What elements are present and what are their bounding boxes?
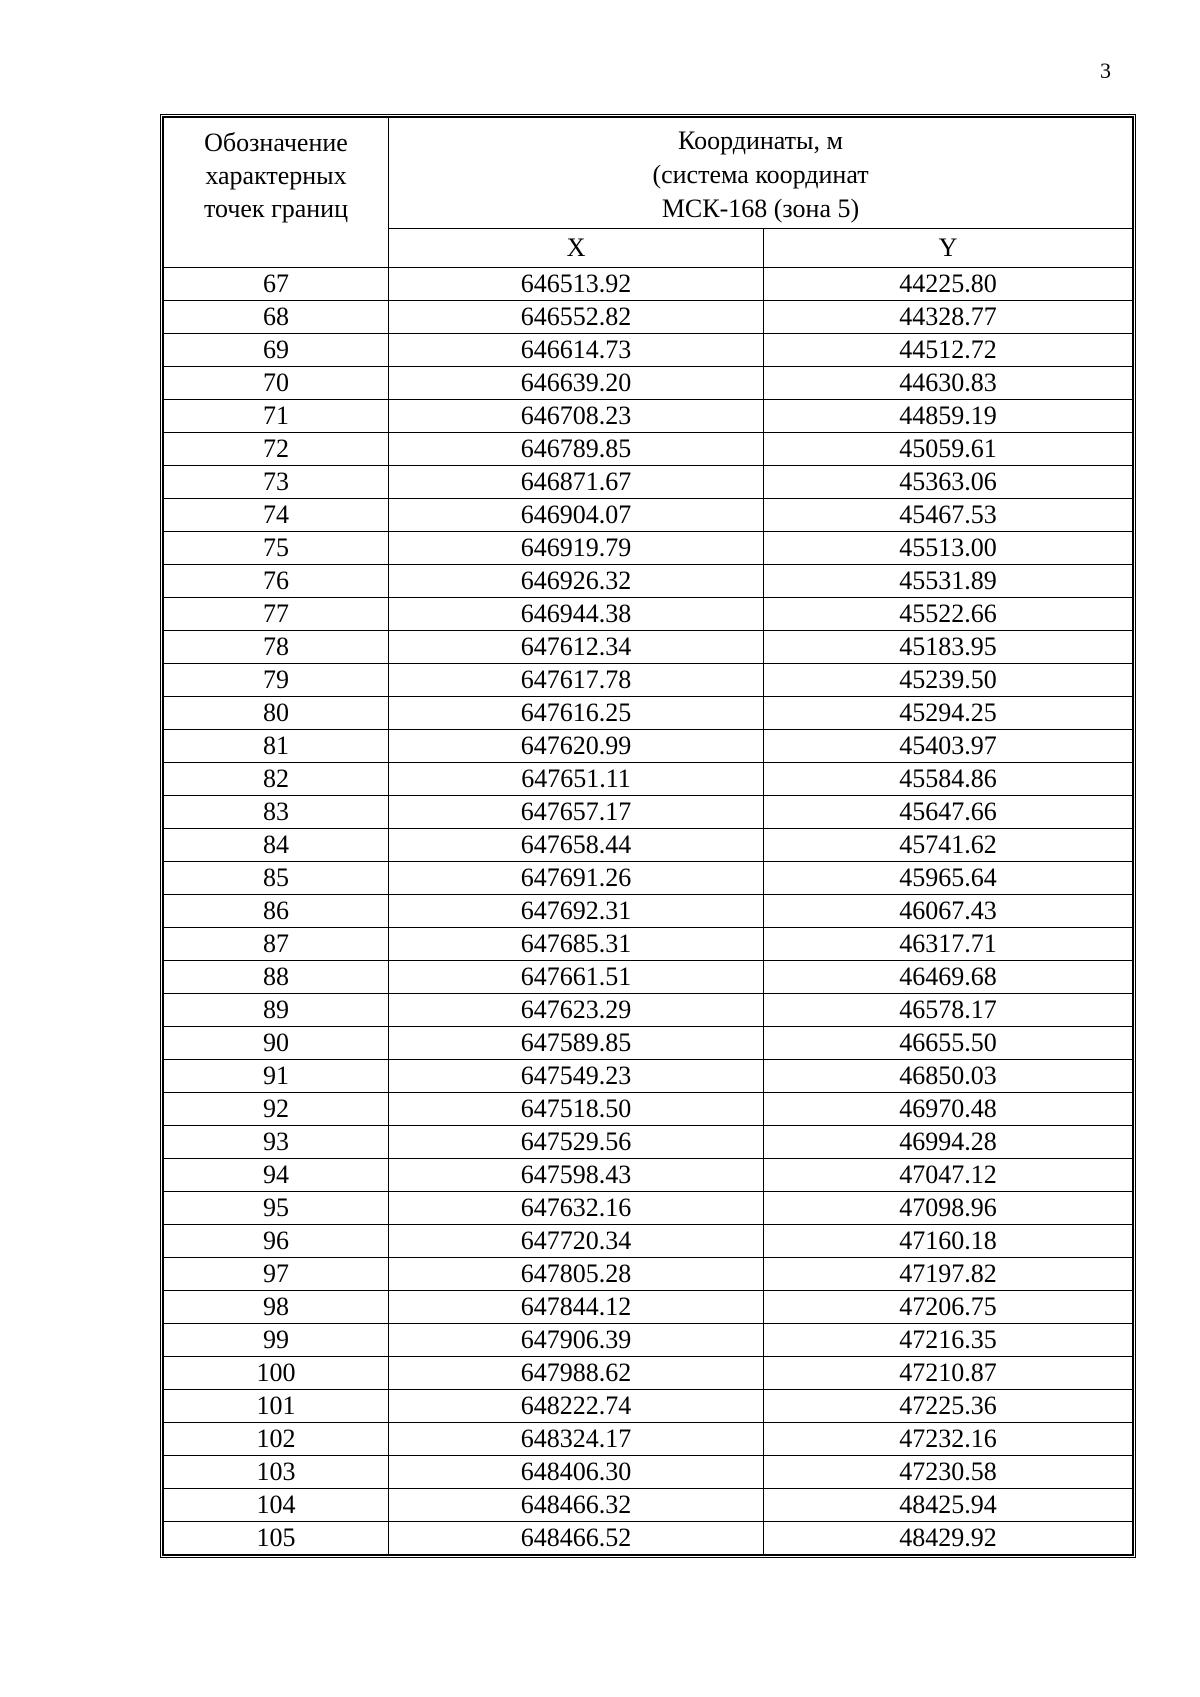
- table-row: [164, 1126, 1133, 1159]
- table-row: [164, 499, 1133, 532]
- cell-point-number: 91: [164, 1060, 389, 1093]
- cell-point-number: 104: [164, 1489, 389, 1522]
- cell-point-number: 105: [164, 1522, 389, 1555]
- table-row: [164, 268, 1133, 301]
- cell-y-coordinate: 45363.06: [764, 466, 1133, 499]
- cell-point-number: 89: [164, 994, 389, 1027]
- cell-x-coordinate: 648466.52: [389, 1522, 764, 1555]
- table-row: [164, 1258, 1133, 1291]
- cell-x-coordinate: 647620.99: [389, 730, 764, 763]
- cell-x-coordinate: 647598.43: [389, 1159, 764, 1192]
- cell-y-coordinate: 45403.97: [764, 730, 1133, 763]
- cell-point-number: 70: [164, 367, 389, 400]
- cell-point-number: 80: [164, 697, 389, 730]
- cell-y-coordinate: 47216.35: [764, 1324, 1133, 1357]
- cell-point-number: 71: [164, 400, 389, 433]
- cell-x-coordinate: 647692.31: [389, 895, 764, 928]
- cell-point-number: 88: [164, 961, 389, 994]
- cell-x-coordinate: 646614.73: [389, 334, 764, 367]
- table-row: [164, 565, 1133, 598]
- cell-x-coordinate: 647691.26: [389, 862, 764, 895]
- table-row: [164, 598, 1133, 631]
- cell-x-coordinate: 647720.34: [389, 1225, 764, 1258]
- cell-point-number: 96: [164, 1225, 389, 1258]
- table-row: [164, 862, 1133, 895]
- cell-x-coordinate: 646552.82: [389, 301, 764, 334]
- table-row: [164, 1522, 1133, 1555]
- cell-y-coordinate: 45294.25: [764, 697, 1133, 730]
- cell-y-coordinate: 45531.89: [764, 565, 1133, 598]
- table-row: [164, 1423, 1133, 1456]
- cell-y-coordinate: 44859.19: [764, 400, 1133, 433]
- table-row: [164, 829, 1133, 862]
- header-point-line: точек границ: [203, 194, 349, 223]
- cell-x-coordinate: 646871.67: [389, 466, 764, 499]
- cell-x-coordinate: 648406.30: [389, 1456, 764, 1489]
- cell-y-coordinate: 47098.96: [764, 1192, 1133, 1225]
- table-row: [164, 895, 1133, 928]
- cell-y-coordinate: 45522.66: [764, 598, 1133, 631]
- table-row: [164, 1489, 1133, 1522]
- cell-point-number: 98: [164, 1291, 389, 1324]
- cell-x-coordinate: 647685.31: [389, 928, 764, 961]
- table-row: [164, 334, 1133, 367]
- cell-y-coordinate: 44512.72: [764, 334, 1133, 367]
- cell-y-coordinate: 48429.92: [764, 1522, 1133, 1555]
- table-body: [164, 268, 1133, 1555]
- cell-y-coordinate: 46994.28: [764, 1126, 1133, 1159]
- cell-y-coordinate: 45059.61: [764, 433, 1133, 466]
- cell-x-coordinate: 647906.39: [389, 1324, 764, 1357]
- cell-point-number: 87: [164, 928, 389, 961]
- cell-x-coordinate: 647844.12: [389, 1291, 764, 1324]
- table-header-row: [164, 118, 1133, 229]
- cell-x-coordinate: 647623.29: [389, 994, 764, 1027]
- cell-y-coordinate: 44630.83: [764, 367, 1133, 400]
- cell-x-coordinate: 647988.62: [389, 1357, 764, 1390]
- cell-point-number: 97: [164, 1258, 389, 1291]
- table-row: [164, 1324, 1133, 1357]
- cell-point-number: 68: [164, 301, 389, 334]
- cell-x-coordinate: 646708.23: [389, 400, 764, 433]
- cell-x-coordinate: 647661.51: [389, 961, 764, 994]
- cell-y-coordinate: 45183.95: [764, 631, 1133, 664]
- cell-x-coordinate: 647518.50: [389, 1093, 764, 1126]
- cell-x-coordinate: 646513.92: [389, 268, 764, 301]
- cell-y-coordinate: 45965.64: [764, 862, 1133, 895]
- cell-y-coordinate: 45239.50: [764, 664, 1133, 697]
- cell-x-coordinate: 646789.85: [389, 433, 764, 466]
- cell-x-coordinate: 647657.17: [389, 796, 764, 829]
- cell-y-coordinate: 46317.71: [764, 928, 1133, 961]
- header-point-line: Обозначение: [204, 128, 348, 157]
- cell-point-number: 74: [164, 499, 389, 532]
- table-row: [164, 532, 1133, 565]
- table-row: [164, 1357, 1133, 1390]
- table-row: [164, 466, 1133, 499]
- page-number: 3: [1100, 58, 1111, 83]
- table-row: [164, 1060, 1133, 1093]
- cell-point-number: 94: [164, 1159, 389, 1192]
- cell-point-number: 73: [164, 466, 389, 499]
- cell-point-number: 92: [164, 1093, 389, 1126]
- header-coords-line: (система координат: [652, 160, 869, 189]
- cell-y-coordinate: 47197.82: [764, 1258, 1133, 1291]
- cell-x-coordinate: 648466.32: [389, 1489, 764, 1522]
- cell-y-coordinate: 47160.18: [764, 1225, 1133, 1258]
- cell-x-coordinate: 648222.74: [389, 1390, 764, 1423]
- table-row: [164, 664, 1133, 697]
- table-row: [164, 1456, 1133, 1489]
- header-coords-line: МСК-168 (зона 5): [661, 194, 860, 223]
- cell-point-number: 103: [164, 1456, 389, 1489]
- cell-point-number: 90: [164, 1027, 389, 1060]
- cell-y-coordinate: 45467.53: [764, 499, 1133, 532]
- cell-x-coordinate: 646919.79: [389, 532, 764, 565]
- cell-x-coordinate: 647805.28: [389, 1258, 764, 1291]
- cell-x-coordinate: 647589.85: [389, 1027, 764, 1060]
- cell-y-coordinate: 48425.94: [764, 1489, 1133, 1522]
- cell-y-coordinate: 47230.58: [764, 1456, 1133, 1489]
- cell-x-coordinate: 647658.44: [389, 829, 764, 862]
- cell-point-number: 95: [164, 1192, 389, 1225]
- table-row: [164, 1093, 1133, 1126]
- cell-point-number: 69: [164, 334, 389, 367]
- cell-point-number: 99: [164, 1324, 389, 1357]
- cell-x-coordinate: 647617.78: [389, 664, 764, 697]
- cell-y-coordinate: 46067.43: [764, 895, 1133, 928]
- cell-y-coordinate: 47232.16: [764, 1423, 1133, 1456]
- cell-point-number: 102: [164, 1423, 389, 1456]
- cell-y-coordinate: 45513.00: [764, 532, 1133, 565]
- cell-y-coordinate: 46850.03: [764, 1060, 1133, 1093]
- cell-x-coordinate: 647529.56: [389, 1126, 764, 1159]
- cell-x-coordinate: 647632.16: [389, 1192, 764, 1225]
- cell-point-number: 81: [164, 730, 389, 763]
- table-row: [164, 301, 1133, 334]
- table-row: [164, 1225, 1133, 1258]
- cell-x-coordinate: 646926.32: [389, 565, 764, 598]
- cell-point-number: 85: [164, 862, 389, 895]
- coordinates-table: [163, 117, 1133, 1555]
- cell-point-number: 100: [164, 1357, 389, 1390]
- table-row: [164, 928, 1133, 961]
- cell-y-coordinate: 46970.48: [764, 1093, 1133, 1126]
- cell-y-coordinate: 44328.77: [764, 301, 1133, 334]
- table-row: [164, 400, 1133, 433]
- header-x: X: [389, 229, 764, 268]
- coordinates-table-frame: [160, 114, 1136, 1558]
- table-row: [164, 1192, 1133, 1225]
- header-coordinates: [389, 118, 1133, 229]
- cell-point-number: 83: [164, 796, 389, 829]
- cell-x-coordinate: 646904.07: [389, 499, 764, 532]
- table-row: [164, 1390, 1133, 1423]
- cell-point-number: 77: [164, 598, 389, 631]
- cell-y-coordinate: 46469.68: [764, 961, 1133, 994]
- table-row: [164, 1027, 1133, 1060]
- cell-y-coordinate: 47210.87: [764, 1357, 1133, 1390]
- cell-point-number: 67: [164, 268, 389, 301]
- cell-y-coordinate: 45741.62: [764, 829, 1133, 862]
- cell-y-coordinate: 47047.12: [764, 1159, 1133, 1192]
- cell-y-coordinate: 47225.36: [764, 1390, 1133, 1423]
- cell-point-number: 75: [164, 532, 389, 565]
- table-row: [164, 763, 1133, 796]
- table-row: [164, 631, 1133, 664]
- cell-x-coordinate: 647616.25: [389, 697, 764, 730]
- cell-point-number: 84: [164, 829, 389, 862]
- cell-y-coordinate: 46655.50: [764, 1027, 1133, 1060]
- table-row: [164, 796, 1133, 829]
- header-coords-line: Координаты, м: [678, 126, 843, 155]
- cell-x-coordinate: 647549.23: [389, 1060, 764, 1093]
- table-row: [164, 994, 1133, 1027]
- cell-point-number: 93: [164, 1126, 389, 1159]
- header-point-designation: [164, 118, 389, 268]
- cell-point-number: 76: [164, 565, 389, 598]
- cell-y-coordinate: 47206.75: [764, 1291, 1133, 1324]
- cell-y-coordinate: 44225.80: [764, 268, 1133, 301]
- cell-x-coordinate: 647651.11: [389, 763, 764, 796]
- table-row: [164, 1159, 1133, 1192]
- cell-x-coordinate: 648324.17: [389, 1423, 764, 1456]
- table-row: [164, 367, 1133, 400]
- cell-y-coordinate: 45584.86: [764, 763, 1133, 796]
- cell-y-coordinate: 45647.66: [764, 796, 1133, 829]
- cell-x-coordinate: 646639.20: [389, 367, 764, 400]
- cell-x-coordinate: 646944.38: [389, 598, 764, 631]
- header-y: Y: [764, 229, 1133, 268]
- cell-point-number: 101: [164, 1390, 389, 1423]
- cell-y-coordinate: 46578.17: [764, 994, 1133, 1027]
- cell-point-number: 78: [164, 631, 389, 664]
- cell-point-number: 79: [164, 664, 389, 697]
- table-row: [164, 730, 1133, 763]
- table-row: [164, 697, 1133, 730]
- table-row: [164, 433, 1133, 466]
- table-row: [164, 961, 1133, 994]
- cell-point-number: 86: [164, 895, 389, 928]
- table-row: [164, 1291, 1133, 1324]
- cell-point-number: 82: [164, 763, 389, 796]
- cell-x-coordinate: 647612.34: [389, 631, 764, 664]
- header-point-line: характерных: [205, 161, 347, 190]
- cell-point-number: 72: [164, 433, 389, 466]
